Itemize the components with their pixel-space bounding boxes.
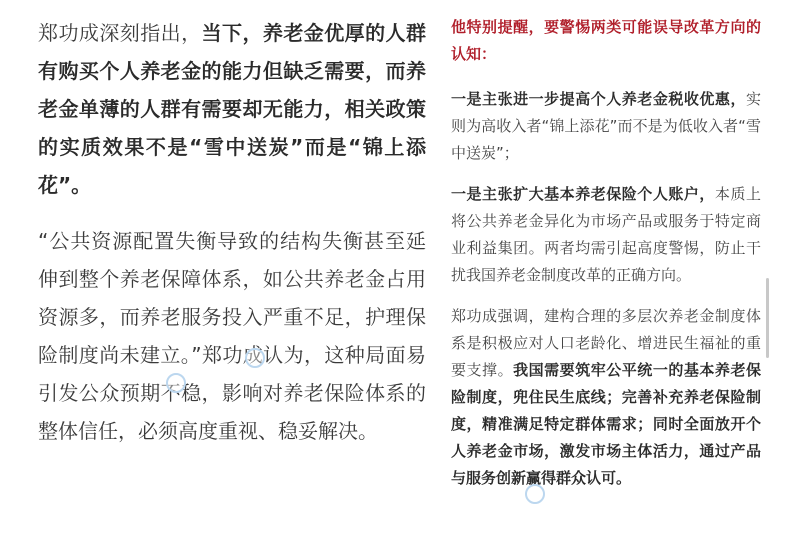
item2-text: 本质上将公共养老金异化为市场产品或服务于特定商业利益集团。两者均需引起高度警惕，防止干扰我国养老金制度改革的正确方向。	[451, 185, 761, 284]
item1-text: 实则为高收入者“锦上添花”而不是为低收入者“雪中送炭”；	[451, 90, 761, 162]
item2-bold-text: 一是主张扩大基本养老保险个人账户，	[451, 185, 715, 203]
touch-indicator-icon	[525, 484, 545, 504]
item1-bold-text: 一是主张进一步提高个人养老金税收优惠，	[451, 90, 746, 108]
article-right-column	[451, 14, 761, 506]
article-left-column	[38, 14, 426, 468]
paragraph-1	[38, 14, 426, 204]
p4-bold-text: 我国需要筑牢公平统一的基本养老保险制度，兜住民生底线；完善补充养老保险制度，精准满足特定群体需求；同时全面放开个人养老金市场，激发市场主体活力，通过产品与服务创新赢得群众认可。	[451, 361, 761, 487]
paragraph-emphasis	[451, 303, 761, 492]
warning-headline: 他特别提醒，要警惕两类可能误导改革方向的认知：	[451, 18, 761, 63]
touch-indicator-icon	[166, 373, 186, 393]
paragraph-2: “公共资源配置失衡导致的结构失衡甚至延伸到整个养老保障体系，如公共养老金占用资源多，而养老服务投入严重不足，护理保险制度尚未建立。”郑功成认为，这种局面易引发公众预期不稳，影响对养老保险体系的整体信任，必须高度重视、稳妥解决。	[38, 229, 426, 443]
p1-lead-text: 郑功成深刻指出，	[38, 21, 202, 45]
touch-indicator-icon	[245, 348, 265, 368]
warning-item-2	[451, 181, 761, 289]
p4-lead-text: 郑功成强调，建构合理的多层次养老金制度体系是积极应对人口老龄化、增进民生福祉的重要支撑。	[451, 307, 761, 379]
scrollbar-thumb[interactable]	[766, 278, 769, 358]
warning-item-1	[451, 86, 761, 167]
p1-bold-text: 当下，养老金优厚的人群有购买个人养老金的能力但缺乏需要，而养老金单薄的人群有需要却无能力，相关政策的实质效果不是“雪中送炭”而是“锦上添花”。	[38, 21, 427, 197]
